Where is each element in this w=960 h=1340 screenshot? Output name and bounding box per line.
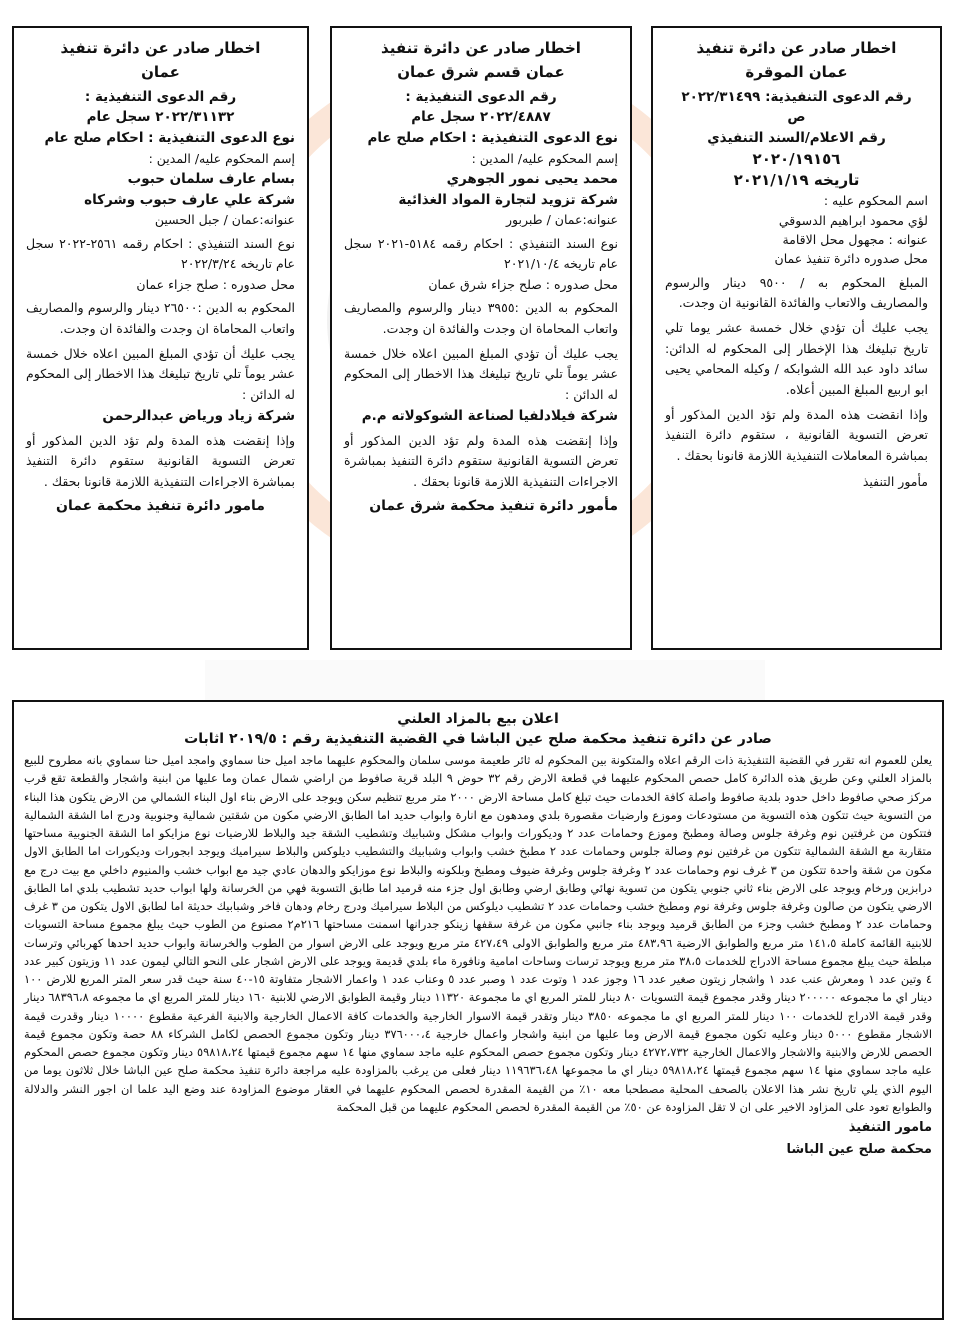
case-number: ٢٠٢٢/٤٨٨٧ سجل عام bbox=[411, 109, 551, 126]
defendant-name: بسام عارف سلمان حبوب bbox=[127, 170, 295, 187]
body-text: وإذا إنقضت هذه المدة ولم تؤد الدين المذكور أو تعرض التسوية القانونية ستقوم دائرة التنفيذ بمباشرة الاجراءات التنفيذية اللازمة قانونا بحقك . bbox=[26, 432, 295, 489]
auction-subtitle: صادر عن دائرة تنفيذ محكمة صلح عين الباشا في القضية التنفيذية رقم : ٢٠١٩/٥ اثابات bbox=[184, 730, 772, 747]
signature: مأمور التنفيذ bbox=[862, 474, 928, 490]
signature: مامور دائرة تنفيذ محكمة عمان bbox=[56, 498, 265, 515]
doc-date: تاريخه ٢٠٢١/١/١٩ bbox=[733, 171, 860, 190]
address: عنوانه : مجهول محل الاقامة bbox=[782, 232, 928, 248]
body-text: وإذا انقضت هذه المدة ولم تؤد الدين المذكور أو تعرض التسوية القانونية ، ستقوم دائرة التنفيذ بمباشرة المعاملات التنفيذية اللازمة قانونا بحقك . bbox=[665, 406, 928, 463]
issue-place: محل صدوره : صلح جزاء شرق عمان bbox=[428, 277, 618, 293]
case-number: رقم الدعوى التنفيذية: ٢٠٢٢/٣١٤٩٩ bbox=[681, 88, 912, 105]
auction-notice bbox=[12, 700, 944, 1320]
amount: المبلغ المحكوم به / ٩٥٠٠ دينار والرسوم والمصاريف والاتعاب والفائدة القانونية ان وجدت. bbox=[665, 274, 928, 311]
address: عنوانه:عمان / جبل الحسين bbox=[154, 212, 295, 228]
notice-left bbox=[12, 26, 309, 650]
defendant-label: إسم المحكوم عليه/ المدين : bbox=[471, 151, 618, 167]
amount: المحكوم به الدين :٣٩٥٥ دينار والرسوم والمصاريف واتعاب المحاماة ان وجدت والفائدة ان وجدت. bbox=[344, 300, 618, 337]
case-number: ٢٠٢٢/٣١١٣٢ سجل عام bbox=[86, 109, 235, 126]
case-number-label: رقم الدعوى التنفيذية : bbox=[84, 88, 237, 105]
defendant-company: شركة علي عارف حبوب وشركاه bbox=[84, 191, 295, 208]
case-type: نوع الدعوى التنفيذية : احكام صلح عام bbox=[44, 130, 295, 147]
defendant-company: شركة تزويد لتجارة المواد الغذائية bbox=[398, 191, 618, 208]
defendant-label: اسم المحكوم عليه : bbox=[823, 193, 928, 209]
notice-subtitle: عمان قسم شرق عمان bbox=[397, 63, 565, 82]
auction-signature-court: محكمة صلح عين الباشا bbox=[786, 1141, 932, 1157]
auction-title: اعلان بيع بالمزاد العلني bbox=[397, 711, 559, 727]
creditor: شركة فيلادلفيا لصناعة الشوكولاته م.م bbox=[361, 407, 618, 424]
body-text: يجب عليك أن تؤدي المبلغ المبين اعلاه خلال خمسة عشر يوماً تلي تاريخ تبليغك هذا الاخطار إلى المحكوم له الدائن : bbox=[344, 345, 618, 402]
doc-number: ٢٠٢٠/١٩١٥٦ bbox=[752, 150, 841, 169]
notice-title: اخطار صادر عن دائرة تنفيذ bbox=[696, 39, 897, 57]
body-text: يجب عليك أن تؤدي المبلغ المبين اعلاه خلال خمسة عشر يوماً تلي تاريخ تبليغك هذا الاخطار إلى المحكوم له الدائن : bbox=[26, 345, 295, 402]
address: عنوانه:عمان / طبربور bbox=[506, 212, 618, 228]
doc-label: رقم الاعلام/السند التنفيذي bbox=[707, 130, 886, 147]
notice-title: اخطار صادر عن دائرة تنفيذ bbox=[381, 39, 581, 57]
document-details: نوع السند التنفيذي : احكام رقمه ٢٥٦١-٢٠٢٢ سجل عام تاريخه ٢٠٢٢/٣/٢٤ bbox=[26, 235, 296, 272]
notice-middle bbox=[330, 26, 632, 650]
case-type: ص bbox=[787, 109, 806, 126]
defendant-name: محمد يحيى نمور الجوهري bbox=[446, 170, 618, 187]
amount: المحكوم به الدين :٢٦٥٠٠ دينار والرسوم والمصاريف واتعاب المحاماة ان وجدت والفائدة ان وجدت. bbox=[26, 300, 295, 337]
creditor: شركة زياد ورياض عبدالرحمن bbox=[102, 407, 295, 424]
notice-subtitle: عمان bbox=[141, 63, 180, 82]
auction-signature-title: مامور التنفيذ bbox=[848, 1120, 932, 1136]
body-text: يجب عليك أن تؤدي خلال خمسة عشر يوما تلي تاريخ تبليغك هذا الإخطار إلى المحكوم له الدائن: سائد داود عبد الله الشوابكه / وكيله المحامي يحيى ابو اربيع المبلغ المبين أعلاه. bbox=[665, 320, 928, 397]
notice-right bbox=[651, 26, 942, 650]
issue-place: محل صدوره : صلح جزاء عمان bbox=[136, 277, 295, 293]
auction-body: يعلن للعموم انه تقرر في القضية التنفيذية ذات الرقم اعلاه والمتكونة بين المحكوم له ثائر طعيمة موسى سلمان والمحكوم عليهما ماجد اميل حنا سماوي وامجد اميل حنا سماوي بانه مطروح للبيع بالمزاد العلني وعن طريق هذه الدائرة كامل حصص المحكوم عليهما في قطعة الارض رقم ٣٢ حوض ٩ البلد قرية صافوط من اراضي شمال عمان وما عليها من ابنية واشجار والقطعة تقع قرب مركز صحي صافوط داخل حدود بلدية صافوط واصلة كافة الخدمات حيث تبلغ كامل مساحة الارض ٢٠٠٠ متر مربع تنظيم سكن ويوجد على الارض بناء اول البناء الشمالي من الارض يتكون هذا البناء من التسوية حيث تتكون هذه التسوية من مستودعات وموزع وارضيات مقصورة بلدي ومدهون مع انارة وابواب حديد اما الطابق الارضي مكون من شقتين شمالية وجنوبية ودرج اما الشقة الشمالية فتتكون من غرفتين نوم وغرفة جلوس وصالة ومطبخ وموزع وحمامات عدد ٢ وديكورات وابواب مشكل وشبابيك وتشطيب الشقة جيد والبلاط للارضيات نوع مزايكو اما الشقة الجنوبية مساحتها متقاربة مع الشقة الشمالية تتكون من غرفتين نوم وصالة جلوس وحمامات عدد ٢ مطبخ خشب وابواب وشبابيك والتشطيب ديلوكس والبلاط سيراميك ويوجد ابجورات وديكورات اما الطابق الاول مكون من شقة واحدة تتكون من ٣ غرف نوم وحمامات عدد ٢ وغرفة جلوس وغرفة ضيوف ومطبخ وبلكونه والبلاط نوع موزايكو والدهان عادي جيد مع ابواب خشب والمنيوم داخلي مع بيت درج مع درابزين ورخام ويوجد على الارض بناء ثاني جنوبي يتكون من تسوية نهائي وطابق ارضي وطابق اول جزء منه قرميد اما طابق التسوية فهي من الخرسانة ولها ابواب حديد تشطيب بلدي اما الطابق الارضي يتكون من صالون وغرفة جلوس وغرفة نوم ومطبخ خشب وحمامات عدد ٢ تشطيب ديلوكس من البلاط سيراميك ودرج رخام ودهان فاخر وشبابيك حديثة اما لطابق الاول يتكون من ٣ غرف وحمامات عدد ٢ ومطبخ خشب وجزء من الطابق قرميد ويوجد بناء جانبي مكون من غرفة سقفها زينكو جدرانها اسمنت مساحتها ٢١٦م٢ مصنوع من الطوب حيث يبلغ مجموع مساحة التسويات للابنية القائمة كاملة ١٤١،٥ متر مربع والطوابق الارضية ٤٨٣،٩٦ متر مربع والطوابق الاولى ٤٢٧،٤٩ متر مربع ويوجد على الارض اسوار من الطوب والخرسانة وابواب حديد احدها كهربائي وترسات مبلطة حيث يبلغ مجموع مساحة الادراج للخدمات ٣٨،٥ متر مربع ويوجد ترسات وساحات امامية ونافورة ماء بلدي قديمة ويوجد على الارض اشجار على النحو التالي ليمون عدد ١١ وزيتون كبير عدد ٤ وتين عدد ١ ومعرش عنب عدد ١ واشجار زيتون صغير عدد ١٦ وجوز عدد ١ وتوت عدد ١ وصبر عدد ٥ وعناب عدد ١ واعمار الاشجار متفاوتة ١٥-٤٠ سنة حيث قدر سعر المتر المربع للارض ١٠٠ دينار اي ما مجموعه ٢٠٠٠٠٠ دينار وقدر مجموع قيمة التسويات ٨٠ دينار للمتر المربع اي ما مجموعة ١١٣٢٠ دينار وقيمة الطوابق الارضي للابنية ١٦٠ دينار للمتر المربع اي ما مجموعه ٦٨٣٩٦،٨ دينار وقدر قيمة الادراج للخدمات ١٠٠ دينار للمتر المربع اي ما مجموعه ٣٨٥٠ دينار وتقدر قيمة الاسوار الخارجية والخدمات كافة الاعمال الخارجية والابنية الفرعية مقطوع ١٠٠٠٠ دينار وقدرت قيمة الاشجار مقطوع ٥٠٠٠ دينار وعليه تكون مجموع قيمة الارض وما عليها من ابنية واشجار واعمال خارجية ٣٧٦٠٠٠،٤ دينار وتكون مجموع الحصص لكامل الشركاء ٨٨ حصة وتكون مجموع قيمة الحصص للارض والابنية والاشجار والاعمال الخارجية ٤٢٧٢،٧٣٢ دينار وتكون مجموع حصص المحكوم عليه ماجد سماوي منها ١٤ سهم مجموع قيمتها ٥٩٨١٨،٢٤ دينار وتكون مجموع حصص المحكوم عليه ماجد سماوي منها ١٤ سهم مجموع قيمتها ٥٩٨١٨،٢٤ دينار اي ما مجموعها ١١٩٦٣٦،٤٨ دينار فعلى من يرغب بالمزاودة عليه مراجعة دائرة تنفيذ محكمة صلح عين الباشا خلال ثلاثون يوما من اليوم الذي يلي تاريخ نشر هذا الاعلان بالصحف المحلية مصطحبا معه ١٠٪ من القيمة المقدرة لحصص المحكوم عليهما في العقار موضوع المزاودة عند وضع اليد علما ان اجور النشر والدلالة والطوابع تعود على المزاود الاخير على ان لا تقل المزاودة عن ٥٠٪ من القيمة المقدرة لحصص المحكوم عليهما من قبل المحكمة bbox=[24, 753, 933, 1114]
body-text: وإذا إنقضت هذه المدة ولم تؤد الدين المذكور أو تعرض التسوية القانونية ستقوم دائرة التنفيذ بمباشرة الاجراءات التنفيذية اللازمة قانونا بحقك . bbox=[344, 432, 618, 489]
notice-subtitle: عمان الموقرة bbox=[745, 63, 848, 82]
case-number-label: رقم الدعوى التنفيذية : bbox=[405, 88, 557, 105]
defendant-name: لؤي محمود ابراهيم الدسوقي bbox=[778, 212, 928, 228]
issue-place: محل صدوره دائرة تنفيذ عمان bbox=[774, 251, 928, 267]
document-details: نوع السند التنفيذي : احكام رقمه ٥١٨٤-٢٠٢١ سجل عام تاريخه ٢٠٢١/١٠/٤ bbox=[344, 235, 619, 272]
signature: مأمور دائرة تنفيذ محكمة شرق عمان bbox=[369, 498, 618, 515]
notice-title: اخطار صادر عن دائرة تنفيذ bbox=[60, 39, 261, 57]
case-type: نوع الدعوى التنفيذية : احكام صلح عام bbox=[367, 130, 618, 147]
defendant-label: إسم المحكوم عليه/ المدين : bbox=[148, 151, 295, 167]
